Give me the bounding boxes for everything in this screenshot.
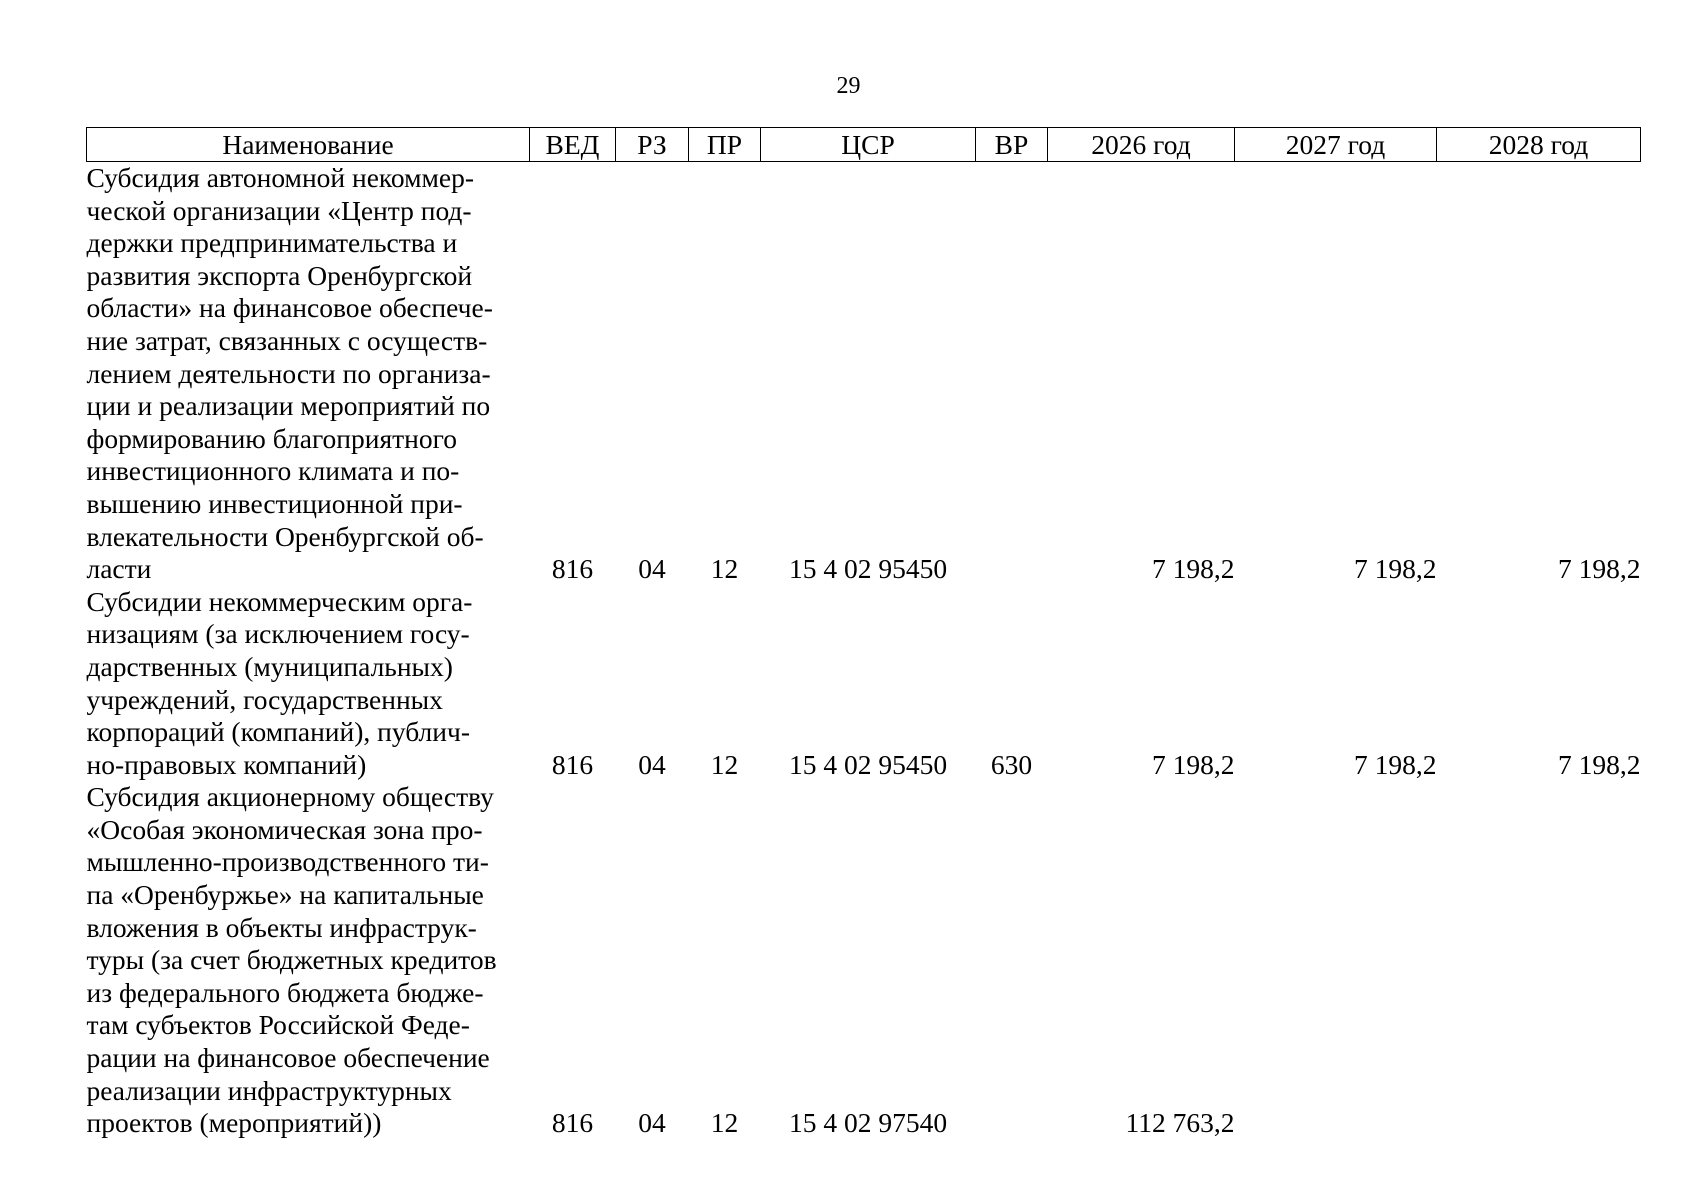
name-line: влекательности Оренбургской об- xyxy=(86,520,484,552)
name-line: туры (за счет бюджетных кредитов xyxy=(86,944,497,976)
name-line: низациям (за исключением госу- xyxy=(86,618,470,650)
row-ved: 816 xyxy=(551,553,594,585)
row-pr: 12 xyxy=(710,1107,739,1139)
table-row xyxy=(87,781,1641,1140)
row-amount-2027 xyxy=(1235,781,1437,1140)
name-line: развития экспорта Оренбургской xyxy=(86,259,473,291)
name-line: там субъектов Российской Феде- xyxy=(86,1009,470,1041)
budget-table xyxy=(86,127,1641,1140)
row-vr xyxy=(976,781,1048,1140)
row-pr: 12 xyxy=(710,553,739,585)
row-name xyxy=(87,586,530,782)
table-row xyxy=(87,162,1641,586)
row-name xyxy=(87,781,530,1140)
row-name xyxy=(87,162,530,586)
header-name: Наименование xyxy=(87,128,530,162)
row-amount-2027: 7 198,2 xyxy=(1354,553,1437,585)
row-pr: 12 xyxy=(710,748,739,780)
header-row xyxy=(87,128,1641,162)
name-line: корпораций (компаний), публич- xyxy=(86,716,470,748)
row-amount-2028: 7 198,2 xyxy=(1558,748,1641,780)
table-row xyxy=(87,586,1641,782)
name-line: лением деятельности по организа- xyxy=(86,357,491,389)
row-rz: 04 xyxy=(638,748,666,780)
name-line: ласти xyxy=(86,553,152,585)
table-header xyxy=(87,128,1641,162)
name-line: вышению инвестиционной при- xyxy=(86,487,463,519)
row-amount-2026: 7 198,2 xyxy=(1152,553,1235,585)
table-body xyxy=(87,162,1641,1140)
name-line: проектов (мероприятий)) xyxy=(86,1107,382,1139)
name-line: Субсидия автономной некоммер- xyxy=(86,162,475,193)
name-line: рации на финансовое обеспечение xyxy=(86,1042,490,1074)
name-line: из федерального бюджета бюдже- xyxy=(86,976,484,1008)
row-amount-2028: 7 198,2 xyxy=(1558,553,1641,585)
header-vr: ВР xyxy=(976,128,1048,162)
name-line: па «Оренбуржье» на капитальные xyxy=(86,879,484,911)
name-line: формированию благоприятного xyxy=(86,422,457,454)
row-csr: 15 4 02 95450 xyxy=(788,748,948,780)
row-amount-2026: 7 198,2 xyxy=(1152,748,1235,780)
name-line: держки предпринимательства и xyxy=(86,227,458,259)
name-line: учреждений, государственных xyxy=(86,683,443,715)
name-line: инвестиционного климата и по- xyxy=(86,455,460,487)
name-line: ческой организации «Центр под- xyxy=(86,194,472,226)
name-line: дарственных (муниципальных) xyxy=(86,650,453,682)
row-csr: 15 4 02 95450 xyxy=(788,553,948,585)
name-line: но-правовых компаний) xyxy=(86,748,367,780)
row-amount-2026: 112 763,2 xyxy=(1125,1107,1235,1139)
header-year-2027: 2027 год xyxy=(1235,128,1437,162)
name-line: области» на финансовое обеспече- xyxy=(86,292,493,324)
row-amount-2027: 7 198,2 xyxy=(1354,748,1437,780)
page-number: 29 xyxy=(836,73,861,99)
name-line: ции и реализации мероприятий по xyxy=(86,390,491,422)
header-year-2026: 2026 год xyxy=(1048,128,1235,162)
name-line: Субсидии некоммерческим орга- xyxy=(86,585,473,617)
name-line: ние затрат, связанных с осуществ- xyxy=(86,324,488,356)
row-vr: 630 xyxy=(990,748,1033,780)
row-amount-2028 xyxy=(1437,781,1641,1140)
header-year-2028: 2028 год xyxy=(1437,128,1641,162)
name-line: «Особая экономическая зона про- xyxy=(86,813,483,845)
header-rz: РЗ xyxy=(616,128,689,162)
row-ved: 816 xyxy=(551,1107,594,1139)
header-csr: ЦСР xyxy=(761,128,976,162)
row-rz: 04 xyxy=(638,553,666,585)
name-line: вложения в объекты инфраструк- xyxy=(86,911,477,943)
header-pr: ПР xyxy=(689,128,761,162)
name-line: Субсидия акционерному обществу xyxy=(86,781,494,813)
name-line: реализации инфраструктурных xyxy=(86,1074,452,1106)
row-vr xyxy=(976,162,1048,586)
name-line: мышленно-производственного ти- xyxy=(86,846,489,878)
row-ved: 816 xyxy=(551,748,594,780)
row-rz: 04 xyxy=(638,1107,666,1139)
row-csr: 15 4 02 97540 xyxy=(788,1107,948,1139)
header-ved: ВЕД xyxy=(530,128,616,162)
